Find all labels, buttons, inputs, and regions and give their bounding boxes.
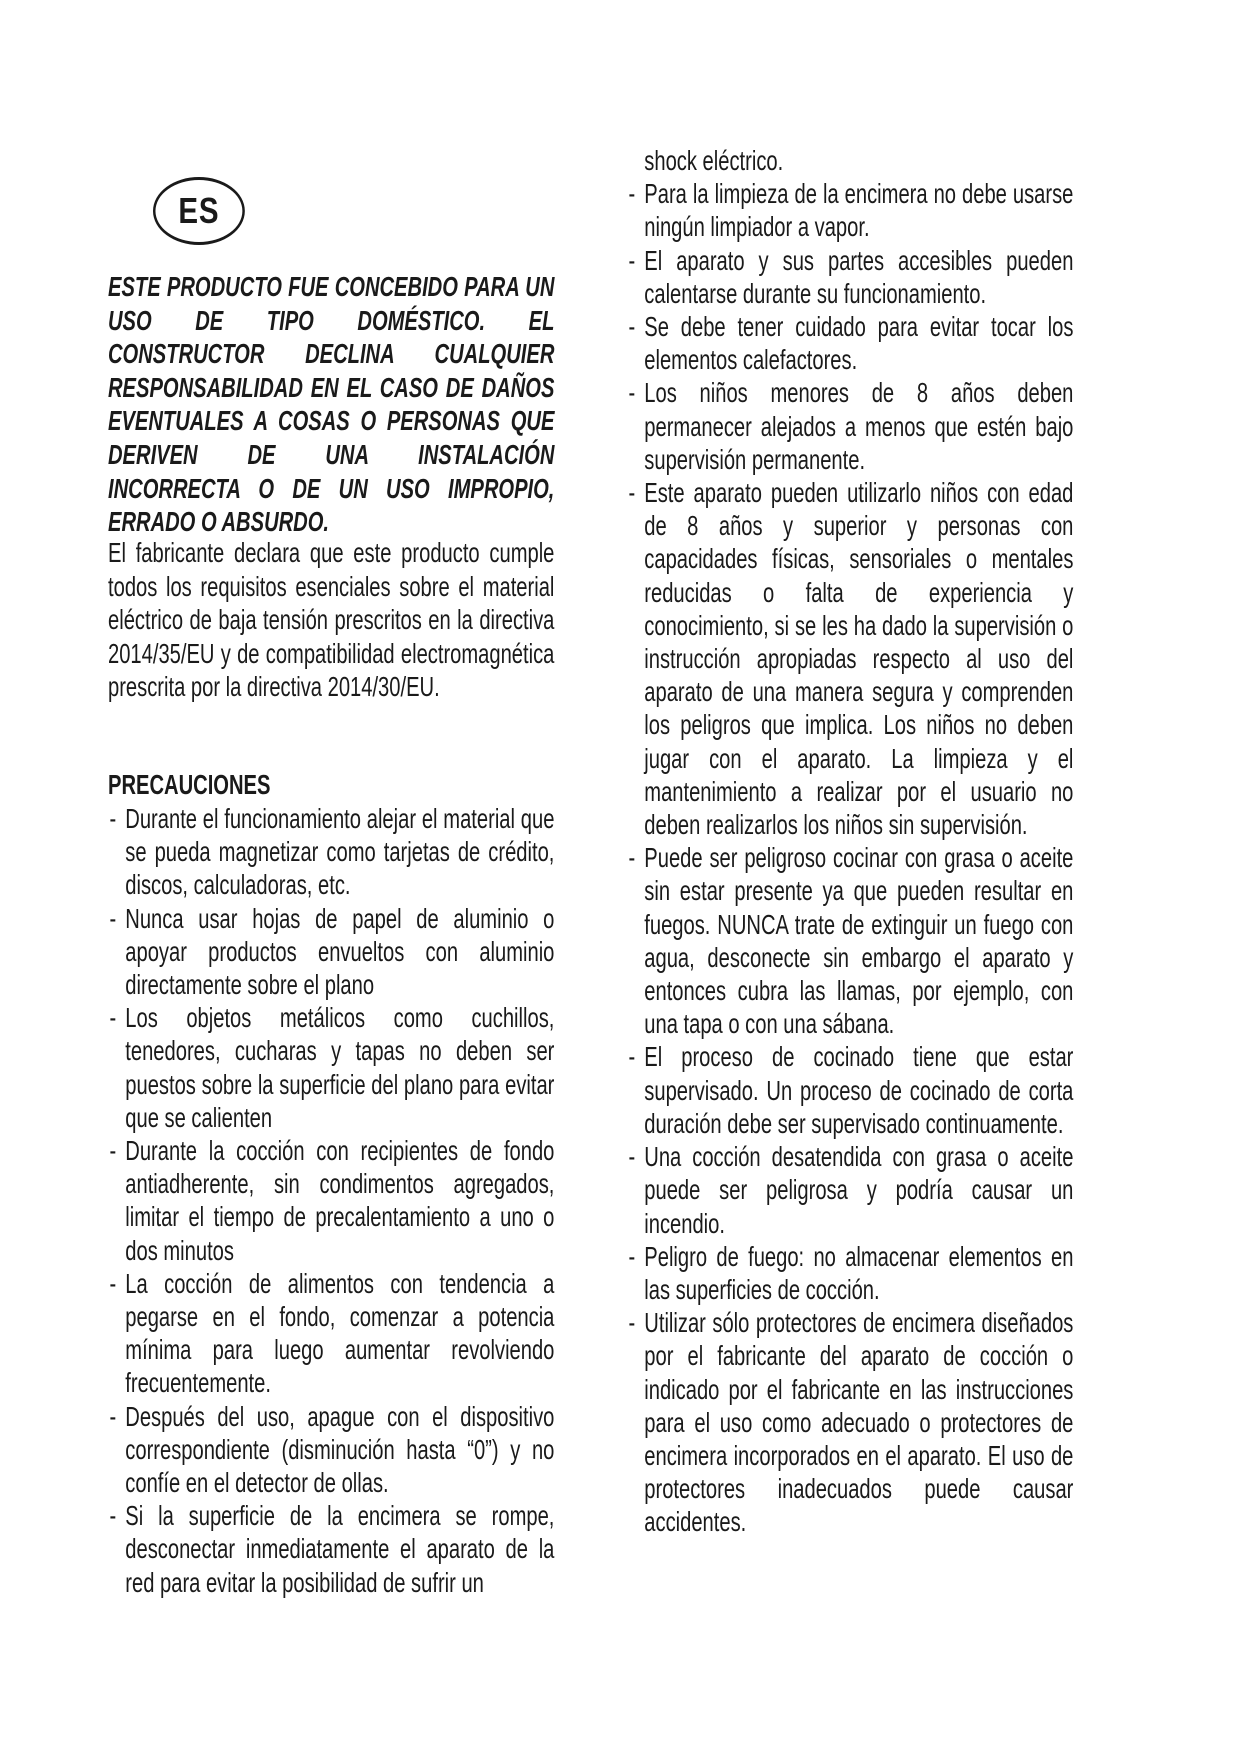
list-item: - Una cocción desatendida con grasa o aceite puede ser peligrosa y podría causar un incendio.: [627, 1140, 1073, 1240]
list-item: - Nunca usar hojas de papel de aluminio o apoyar productos envueltos con aluminio directamente sobre el plano: [108, 902, 554, 1002]
list-item: - La cocción de alimentos con tendencia a pegarse en el fondo, comenzar a potencia mínima para luego aumentar revolviendo frecuentemente.: [108, 1267, 554, 1400]
language-code: ES: [178, 190, 220, 231]
list-item: - Si la superficie de la encimera se rompe, desconectar inmediatamente el aparato de la red para evitar la posibilidad de sufrir un: [108, 1499, 554, 1599]
list-item: - El aparato y sus partes accesibles pueden calentarse durante su funcionamiento.: [627, 244, 1073, 310]
precautions-list-left: [108, 802, 554, 1599]
list-item: - Utilizar sólo protectores de encimera diseñados por el fabricante del aparato de cocción o indicado por el fabricante en las instrucciones para el uso como adecuado o protectores de encimera incorporados en el aparato. El uso de protectores inadecuados puede causar accidentes.: [627, 1306, 1073, 1538]
list-item: - Peligro de fuego: no almacenar elementos en las superficies de cocción.: [627, 1240, 1073, 1306]
list-item: - Durante el funcionamiento alejar el material que se pueda magnetizar como tarjetas de crédito, discos, calculadoras, etc.: [108, 802, 554, 902]
language-badge: [153, 177, 245, 245]
list-item: - El proceso de cocinado tiene que estar supervisado. Un proceso de cocinado de corta duración debe ser supervisado continuamente.: [627, 1040, 1073, 1140]
conformity-declaration: El fabricante declara que este producto cumple todos los requisitos esenciales sobre el material eléctrico de baja tensión prescritos en la directiva 2014/35/EU y de compatibilidad electromagnética prescrita por la directiva 2014/30/EU.: [108, 537, 555, 702]
list-item: - Durante la cocción con recipientes de fondo antiadherente, sin condimentos agregados, limitar el tiempo de precalentamiento a uno o dos minutos: [108, 1134, 554, 1267]
warranty-notice: ESTE PRODUCTO FUE CONCEBIDO PARA UN USO DE TIPO DOMÉSTICO. EL CONSTRUCTOR DECLINA CUALQUIER RESPONSABILIDAD EN EL CASO DE DAÑOS EVENTUALES A COSAS O PERSONAS QUE DERIVEN DE UNA INSTALACIÓN INCORRECTA O DE UN USO IMPROPIO, ERRADO O ABSURDO.: [108, 271, 555, 538]
list-item: - Se debe tener cuidado para evitar tocar los elementos calefactores.: [627, 310, 1073, 376]
list-item: - Para la limpieza de la encimera no debe usarse ningún limpiador a vapor.: [627, 177, 1073, 243]
list-item-continuation: shock eléctrico.: [644, 145, 784, 176]
list-item: - Puede ser peligroso cocinar con grasa o aceite sin estar presente ya que pueden resultar en fuegos. NUNCA trate de extinguir un fuego con agua, desconecte sin embargo el aparato y entonces cubra las llamas, por ejemplo, con una tapa o con una sábana.: [627, 841, 1073, 1040]
list-item: - Este aparato pueden utilizarlo niños con edad de 8 años y superior y personas con capacidades físicas, sensoriales o mentales reducidas o falta de experiencia y conocimiento, si se les ha dado la supervisión o instrucción apropiadas respecto al uso del aparato de una manera segura y comprenden los peligros que implica. Los niños no deben jugar con el aparato. La limpieza y el mantenimiento a realizar por el usuario no deben realizarlos los niños sin supervisión.: [627, 476, 1073, 841]
precautions-heading: PRECAUCIONES: [108, 769, 271, 800]
list-item: - Los objetos metálicos como cuchillos, tenedores, cucharas y tapas no deben ser puestos sobre la superficie del plano para evitar que se calienten: [108, 1001, 554, 1134]
list-item: - Los niños menores de 8 años deben permanecer alejados a menos que estén bajo supervisión permanente.: [627, 376, 1073, 476]
list-item: - Después del uso, apague con el dispositivo correspondiente (disminución hasta “0”) y no confíe en el detector de ollas.: [108, 1400, 554, 1500]
precautions-list-right: [627, 144, 1073, 1539]
